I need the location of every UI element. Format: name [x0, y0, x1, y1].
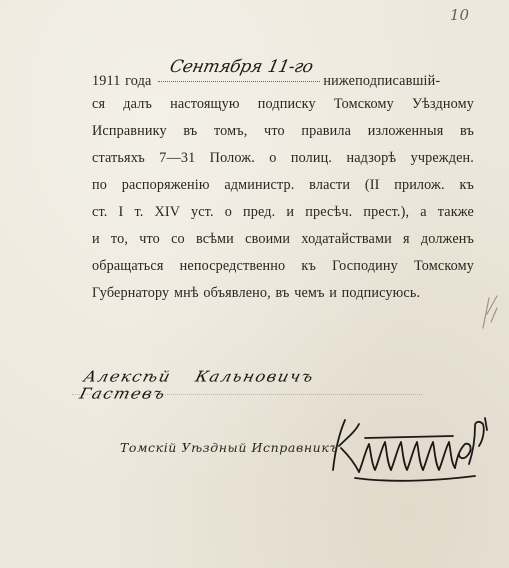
declaration-line-9: Губернатору мнѣ объявлено, въ чемъ и подписуюсь. [92, 285, 421, 301]
handwritten-date: Сентября 11-го [168, 57, 316, 77]
year-label: 1911 года [92, 73, 152, 89]
declaration-text [92, 57, 474, 307]
handwritten-signature: Алексѣй Кальновичъ Гастевъ [77, 367, 317, 403]
declaration-line-7: и то, что со всѣми своими ходатайствами я долженъ [92, 231, 474, 247]
declaration-line-1 [92, 57, 474, 91]
declaration-line-4: статьяхъ 7—31 Полож. о полиц. надзорѣ учрежден. [92, 150, 474, 166]
margin-pencil-mark [479, 292, 501, 332]
official-title: Томскій Уѣздный Исправникъ [120, 440, 339, 455]
declaration-line-6: ст. I т. XIV уст. о пред. и пресѣч. прест.), а также [92, 204, 474, 220]
declaration-line-2: ся далъ настоящую подписку Томскому Уѣздному [92, 96, 474, 112]
date-blank-field [158, 57, 320, 82]
declaration-line-1-rest: нижеподписавшій- [323, 73, 441, 89]
declaration-line-3: Исправнику въ томъ, что правила изложенныя въ [92, 123, 474, 139]
official-signature-graphic [325, 412, 495, 492]
page-number: 10 [449, 6, 469, 24]
declaration-line-5: по распоряженію администр. власти (II прилож. къ [92, 177, 474, 193]
declaration-line-8: обращаться непосредственно къ Господину Томскому [92, 258, 474, 274]
signatory-signature-line [72, 362, 422, 403]
